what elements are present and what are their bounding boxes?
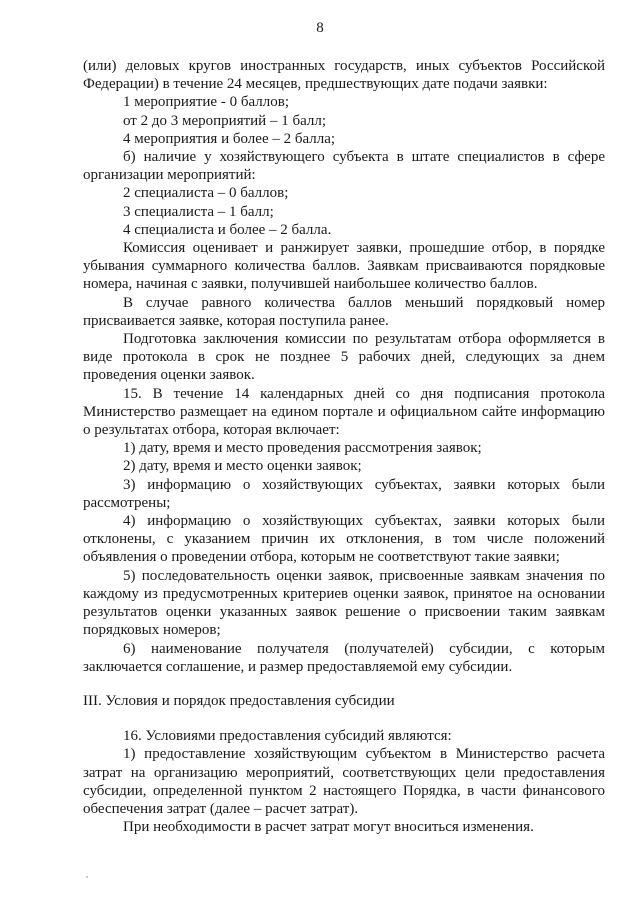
criteria-item: 4 специалиста и более – 2 балла. [123,221,332,238]
page-number: 8 [316,20,324,36]
criteria-item: от 2 до 3 мероприятий – 1 балл; [123,112,327,129]
criteria-item: 4 мероприятия и более – 2 балла; [123,130,336,147]
criteria-item: 3 специалиста – 1 балл; [123,203,274,220]
paragraph-equal-score: В случае равного количества баллов меньший порядковый номер присваивается заявке, которая поступила ранее. [83,294,605,329]
scan-speck [86,876,88,878]
list-item: 3) информацию о хозяйствующих субъектах, заявки которых были рассмотрены; [83,476,605,511]
paragraph-ranking: Комиссия оценивает и ранжирует заявки, прошедшие отбор, в порядке убывания суммарного количества баллов. Заявкам присваиваются порядковые номера, начиная с заявки, получившей наибольшее количество баллов. [83,240,605,293]
criteria-item: 1 мероприятие - 0 баллов; [123,94,289,111]
list-item: 2) дату, время и место оценки заявок; [123,458,362,475]
paragraph-criterion-b: б) наличие у хозяйствующего субъекта в штате специалистов в сфере организации мероприятий: [83,149,605,184]
paragraph-clause-16: 16. Условиями предоставления субсидий являются: [123,728,452,745]
list-item: 4) информацию о хозяйствующих субъектах, заявки которых были отклонены, с указанием причин их отклонения, в том числе положений объявления о проведении отбора, которым не соответствуют такие заявки; [83,513,605,566]
paragraph-criteria-continuation: (или) деловых кругов иностранных государств, иных субъектов Российской Федерации) в течение 24 месяцев, предшествующих дате подачи заявки: [83,58,605,93]
list-item: 1) дату, время и место проведения рассмотрения заявок; [123,440,482,457]
document-body [83,57,605,836]
section-heading: III. Условия и порядок предоставления субсидии [83,692,395,709]
list-item: 5) последовательность оценки заявок, присвоенные заявкам значения по каждому из предусмотренных критериев оценки заявок, принятое на основании результатов оценки указанных заявок решение о присвоении таким заявкам порядковых номеров; [83,567,605,639]
paragraph-clause-15: 15. В течение 14 календарных дней со дня подписания протокола Министерство размещает на едином портале и официальном сайте информацию о результатах отбора, которая включает: [83,385,605,439]
paragraph-protocol: Подготовка заключения комиссии по результатам отбора оформляется в виде протокола в срок не позднее 5 рабочих дней, следующих за днем проведения оценки заявок. [83,331,605,384]
paragraph-changes: При необходимости в расчет затрат могут вноситься изменения. [123,819,534,836]
list-item: 1) предоставление хозяйствующим субъектом в Министерство расчета затрат на организацию мероприятий, соответствующих цели предоставления субсидии, определенной пунктом 2 настоящего Порядка, в части финансового обеспечения затрат (далее – расчет затрат). [83,746,605,817]
criteria-item: 2 специалиста – 0 баллов; [123,185,289,202]
list-item: 6) наименование получателя (получателей) субсидии, с которым заключается соглашение, и размер предоставляемой ему субсидии. [83,640,605,675]
